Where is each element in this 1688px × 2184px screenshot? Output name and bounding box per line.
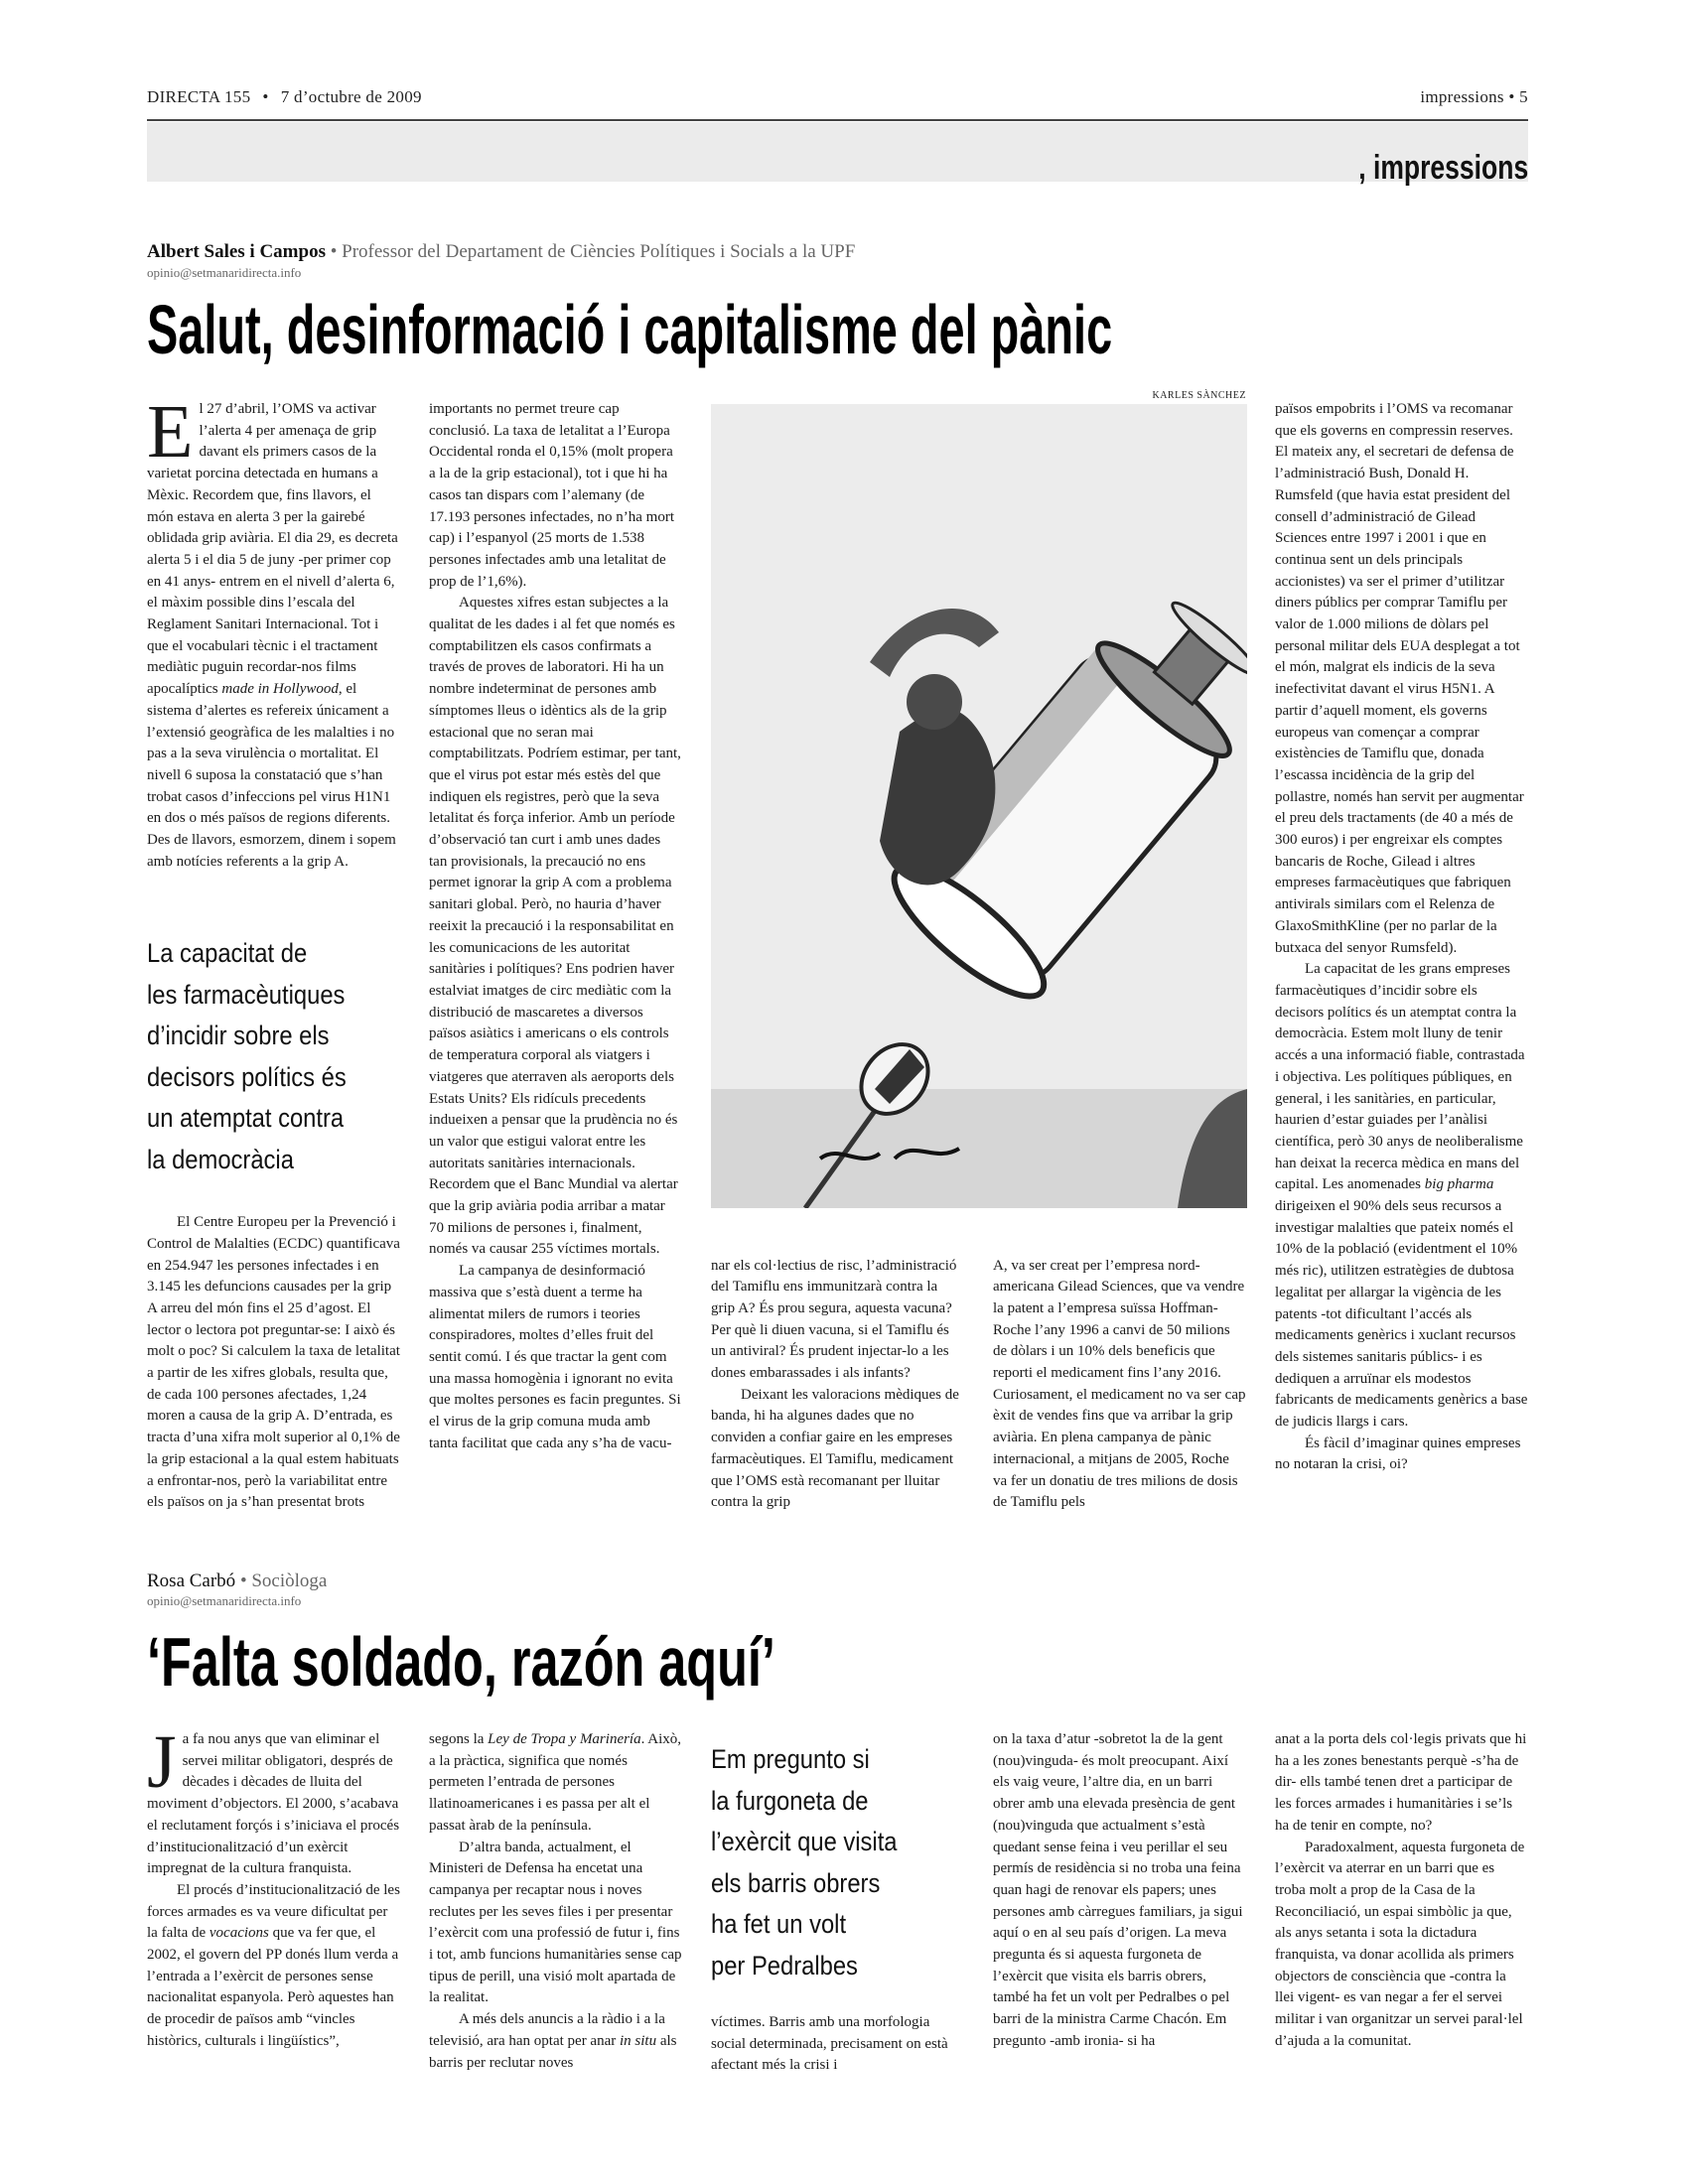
article1-column-2 [429, 399, 682, 1454]
author-name: Rosa Carbó [147, 1570, 236, 1591]
paragraph [711, 2012, 964, 2077]
byline-separator: • [235, 1570, 252, 1591]
article1-headline: Salut, desinformació i capitalisme del pànic [147, 291, 1113, 368]
paragraph [993, 1256, 1246, 1514]
running-header-right [1420, 87, 1528, 107]
body-text: La campanya de desinformació massiva que s’està duent a terme ha alimentat milers de rumors i teories conspiradores, moltes d’elles fruit del sentit comú. I és que tractar la gent com una massa homogènia i ignorant no evita que moltes persones es facin preguntes. Si el virus de la grip comuna muda amb tanta facilitat que cada any s’ha de vacu- [429, 1263, 681, 1451]
body-text: víctimes. Barris amb una morfologia social determinada, precisament on està afectant més la crisi i [711, 2013, 948, 2074]
author-email: opinio@setmanaridirecta.info [147, 1593, 302, 1608]
article2-column-2 [429, 1729, 682, 2074]
body-text: El procés d’institucionalització de les forces armades es va veure dificultat per la falta de [147, 1881, 400, 1942]
pull-quote-line: la democràcia [147, 1144, 294, 1174]
body-text: importants no permet treure cap conclusió. La taxa de letalitat a l’Europa Occidental ronda el 0,15% (molt propera a la de la grip estacional), tot i que hi ha casos tan dispars com l’alemany (de 17.193 persones infectades, no n’ha mort cap) i l’espanyol (25 morts de 1.538 persones infectades amb una letalitat de prop de l’1,6%). [429, 401, 675, 590]
drop-cap: J [147, 1720, 177, 1804]
body-text: que va fer que, el 2002, el govern del PP donés llum verda a l’entrada a l’exèrcit de persones sense nacionalitat espanyola. Però aquestes han de procedir de països amb “vincles històrics, culturals i lingüístics”, [147, 1925, 399, 2049]
pull-quote-line: els barris obrers [711, 1867, 881, 1898]
italic-text: vocacions [209, 1925, 269, 1942]
issue-date: 7 d’octubre de 2009 [280, 87, 422, 106]
pull-quote-line: les farmacèutiques [147, 979, 346, 1010]
body-text: És fàcil d’imaginar quines empreses no notaran la crisi, oi? [1275, 1434, 1521, 1473]
article1-byline [147, 241, 855, 263]
body-text: l 27 d’abril, l’OMS va activar l’alerta 4 per amenaça de grip davant els primers casos de la varietat porcina detectada en humans a Mèxic. Recordem que, fins llavors, el món estava en alerta 3 per la gairebé oblidada grip aviària. El dia 29, es decreta alerta 5 i el dia 5 de juny -per primer cop en 41 anys- entrem en el nivell d’alerta 6, el màxim possible dins l’escala del Reglament Sanitari Internacional. Tot i que el vocabulari tècnic i el tractament mediàtic puguin recordar-nos films apocalíptics [147, 401, 398, 698]
paragraph [1275, 1433, 1528, 1476]
body-text: on la taxa d’atur -sobretot la de la gent (nou)vinguda- és molt preocupant. Així els vaig veure, l’altre dia, en un barri obrer amb una elevada presència de gent (nou)vinguda que actualment s’està quedant sense feina i veu perillar el seu permís de residència si no troba una feina quan hagi de renovar els papers; unes persones amb càrregues familiars, ja sigui aquí o en al seu país d’origen. La meva pregunta és si aquesta furgoneta de l’exèrcit que visita els barris obrers, també ha fet un volt per Pedralbes o pel barri de la ministra Carme Chacón. Em pregunto -amb ironia- si ha [993, 1731, 1243, 2049]
body-text: A més dels anuncis a la ràdio i a la televisió, ara han optat per anar [429, 2011, 665, 2049]
paragraph [993, 1729, 1246, 2053]
paragraph [1275, 399, 1528, 959]
paragraph [147, 390, 400, 873]
running-header-left [147, 87, 422, 107]
article1-pull-quote [147, 933, 410, 1180]
body-text: Deixant les valoracions mèdiques de banda, hi ha algunes dades que no conviden a confiar gaire en les empreses farmacèutiques. El Tamiflu, medicament que l’OMS està recomanant per lluitar contra la grip [711, 1386, 959, 1511]
body-text: als barris per reclutar noves [429, 2032, 677, 2071]
body-text: , el sistema d’alertes es refereix únicament a l’extensió geogràfica de les malalties i no pas a la seva virulència o mortalitat. El nivell 6 suposa la constatació que s’han trobat casos d’infeccions pel virus H1N1 en dos o més països de regions diferents. Des de llavors, esmorzem, dinem i sopem amb notícies referents a la grip A. [147, 681, 396, 870]
illustration-credit: KARLES SÀNCHEZ [1152, 390, 1246, 401]
separator: • [262, 87, 269, 106]
pull-quote-line: ha fet un volt [711, 1909, 847, 1939]
article1-column-1 [147, 390, 400, 873]
body-text: El Centre Europeu per la Prevenció i Control de Malalties (ECDC) quantificava en 254.947 les persones infectades i en 3.145 les defuncions causades per la grip A arreu del món fins el 25 d’agost. El lector o lectora pot preguntar-se: I això és molt o poc? Si calculem la taxa de letalitat a partir de les xifres globals, resulta que, de cada 100 persones afectades, 1,24 moren a causa de la grip A. D’entrada, es tracta d’una xifra molt superior al 0,1% de la grip estacional a la qual estem habituats a enfrontar-nos, però la variabilitat entre els països on ja s’han presentat brots [147, 1214, 400, 1511]
body-text: D’altra banda, actualment, el Ministeri de Defensa ha encetat una campanya per recaptar nous i noves reclutes per les seves files i per presentar l’exèrcit com una professió de futur i, fins i tot, amb funcions humanitàries sense cap tipus de perill, una visió molt apartada de la realitat. [429, 1839, 682, 2006]
syringe-illustration [711, 404, 1247, 1208]
body-text: Aquestes xifres estan subjectes a la qualitat de les dades i al fet que només es comptabilitzen els casos confirmats a través de proves de laboratori. Hi ha un nombre indeterminat de persones amb símptomes lleus o idèntics als de la grip estacional que no seran mai comptabilitzats. Podríem estimar, per tant, que el virus pot estar més estès del que indiquen els registres, però que la seva letalitat és força inferior. Amb un període d’observació tan curt i amb unes dades tan provisionals, la precaució no ens permet ignorar la grip A com a problema sanitari global. Però, no hauria d’haver reeixit la precaució i la responsabilitat en les comunicacions de les autoritat sanitàries i polítiques? Ens podrien haver estalviat imatges de circ mediàtic com la distribució de mascaretes a diversos països asiàtics i americans o els controls de temperatura corporal als viatgers i viatgeres que aterraven als aeroports dels Estats Units? Els ridículs precedents indueixen a pensar que la prudència no és un valor que estigui valorat entre les autoritats sanitàries internacionals. Recordem que el Banc Mundial va alertar que la grip aviària podia arribar a matar 70 milions de persones i, finalment, només va causar 255 víctimes mortals. [429, 595, 681, 1258]
paragraph [429, 1261, 682, 1454]
italic-text: big pharma [1424, 1176, 1494, 1193]
pull-quote-line: un atemptat contra [147, 1103, 345, 1133]
paragraph [147, 1880, 400, 2053]
article2-column-4 [993, 1729, 1246, 2053]
article1-column-3 [711, 1256, 964, 1514]
body-text: països empobrits i l’OMS va recomanar que els governs en compressin reserves. El mateix any, el secretari de defensa de l’administració Bush, Donald H. Rumsfeld (que havia estat president del consell d’administració de Gilead Sciences entre 1997 i 2001 i que en continua sent un dels principals accionistes) va ser el primer d’utilitzar diners públics per comprar Tamiflu per valor de 1.000 milions de dòlars pel personal militar dels EUA desplegat a tot el món, malgrat els indicis de la seva inefectivitat davant el virus H5N1. A partir d’aquell moment, els governs europeus van començar a comprar existències de Tamiflu que, donada l’escassa incidència de la grip del pollastre, només han servit per augmentar el preu dels tractaments (de 40 a més de 300 euros) i per engreixar els comptes bancaris de Roche, Gilead i altres empreses farmacèutiques que fabriquen antivirals similars com el Relenza de GlaxoSmithKline (per no parlar de la butxaca del senyor Rumsfeld). [1275, 401, 1524, 956]
italic-text: made in Hollywood [221, 681, 339, 698]
drop-cap: E [147, 390, 194, 474]
pull-quote-line: la furgoneta de [711, 1785, 869, 1816]
paragraph [711, 1256, 964, 1385]
paragraph [1275, 1729, 1528, 1838]
header-rule [147, 119, 1528, 121]
author-role: Professor del Departament de Ciències Polítiques i Socials a la UPF [342, 241, 856, 262]
body-text: La capacitat de les grans empreses farmacèutiques d’incidir sobre els decisors polítics és un atemptat contra la democràcia. Estem molt lluny de tenir accés a una informació fiable, contrastada i objectiva. Les polítiques públiques, en general, i les sanitàries, en particular, haurien d’estar guiades per l’anàlisi científica, però 30 anys de neoliberalisme han deixat la recerca mèdica en mans del capital. Les anomenades [1275, 961, 1525, 1193]
paragraph [429, 2009, 682, 2074]
article1-column-4 [993, 1256, 1246, 1514]
italic-text: in situ [620, 2032, 657, 2049]
paragraph [429, 399, 682, 593]
body-text: nar els col·lectius de risc, l’administració del Tamiflu ens immunitzarà contra la grip A? És prou segura, aquesta vacuna? Per què li diuen vacuna, si el Tamiflu és un antiviral? És prudent injectar-lo a les dones embarassades i als infants? [711, 1257, 957, 1382]
pull-quote-line: d’incidir sobre els [147, 1021, 330, 1050]
body-text: Paradoxalment, aquesta furgoneta de l’exèrcit va aterrar en un barri que es troba molt a prop de la Casa de la Reconciliació, un espai simbòlic ja que, als anys setanta i sota la dictadura franquista, va donar acollida als primers objectors de consciència que -contra la llei vigent- es van negar a fer el servei militar i van organitzar un servei paral·lel d’ajuda a la comunitat. [1275, 1839, 1525, 2049]
paragraph [147, 1720, 400, 1880]
body-text: . Això, a la pràctica, significa que només permeten l’entrada de persones llatinoamericanes i es passa per alt el passat àrab de la península. [429, 1731, 682, 1834]
body-text: a fa nou anys que van eliminar el servei militar obligatori, després de dècades i dècades de lluita del moviment d’objectors. El 2000, s’acabava el reclutament forçós i s’iniciava el procés d’institucionalització d’un exèrcit impregnat de la cultura franquista. [147, 1731, 400, 1877]
article2-byline [147, 1570, 327, 1592]
pull-quote-line: Em pregunto si [711, 1744, 870, 1774]
publication-issue: DIRECTA 155 [147, 87, 251, 106]
pull-quote-line: per Pedralbes [711, 1950, 858, 1980]
pull-quote-line: l’exèrcit que visita [711, 1827, 898, 1856]
article1-column-1b [147, 1212, 400, 1514]
paragraph [1275, 1838, 1528, 2053]
article2-headline: ‘Falta soldado, razón aquí’ [147, 1623, 775, 1701]
author-email: opinio@setmanaridirecta.info [147, 265, 302, 280]
body-text: segons la [429, 1731, 489, 1747]
article2-pull-quote [711, 1739, 974, 1986]
body-text: anat a la porta dels col·legis privats que hi ha a les zones benestants perquè -s’ha de dir- ells també tenen dret a participar de les forces armades i humanitàries i se’ls ha de tenir en compte, no? [1275, 1731, 1527, 1834]
paragraph [429, 593, 682, 1261]
paragraph [1275, 959, 1528, 1433]
body-text: A, va ser creat per l’empresa nord-americana Gilead Sciences, que va vendre la patent a l’empresa suïssa Hoffman-Roche l’any 1996 a canvi de 50 milions de dòlars i un 10% dels beneficis que reporti el medicament fins l’any 2016. Curiosament, el medicament no va ser cap èxit de vendes fins que va arribar la grip aviària. En plena campanya de pànic internacional, a mitjans de 2005, Roche va fer un donatiu de tres milions de dosis de Tamiflu pels [993, 1257, 1246, 1511]
pull-quote-line: La capacitat de [147, 938, 308, 968]
italic-text: Ley de Tropa y Marinería [488, 1731, 641, 1747]
paragraph [147, 1212, 400, 1514]
author-name: Albert Sales i Campos [147, 241, 326, 262]
section-page-number: impressions • 5 [1420, 87, 1528, 106]
article2-column-5 [1275, 1729, 1528, 2053]
section-banner: , impressions [1358, 149, 1528, 187]
article2-column-1 [147, 1720, 400, 2053]
article2-column-3 [711, 2012, 964, 2077]
paragraph [429, 1838, 682, 2010]
author-role: Sociòloga [251, 1570, 328, 1591]
article1-column-5 [1275, 399, 1528, 1476]
paragraph [711, 1385, 964, 1514]
body-text: dirigeixen el 90% dels seus recursos a investigar malalties que pateix només el 10% de la població (evidentment el 10% més ric), utilitzen estratègies de dubtosa legalitat per allargar la vigència de les patents -tot dificultant l’accés als medicaments genèrics i xuclant recursos dels sistemes sanitaris públics- i es dediquen a arruïnar els modestos fabricants de medicaments genèrics a base de judicis llargs i cars. [1275, 1198, 1528, 1431]
paragraph [429, 1729, 682, 1838]
byline-separator: • [325, 241, 343, 262]
pull-quote-line: decisors polítics és [147, 1061, 347, 1092]
section-band [147, 122, 1528, 182]
